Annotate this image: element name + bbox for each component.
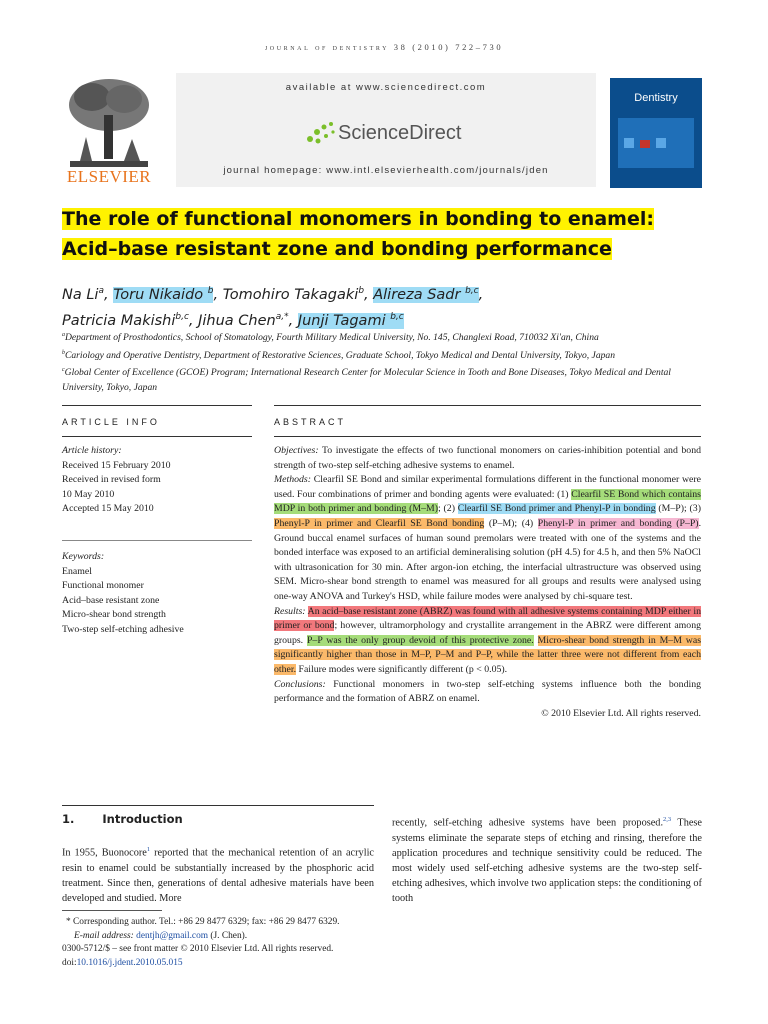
results-text: Failure modes were significantly different (p < 0.05). [298,663,508,675]
methods-text: (P–M); (4) [488,517,534,529]
abstract-methods [274,473,701,604]
author-separator: , [103,286,114,303]
affil-text: Cariology and Operative Dentistry, Department of Restorative Sciences, Graduate School, Tokyo Medical and Dental University, Tokyo, Japan [64,349,616,361]
affil-sup: c [62,367,65,374]
intro-paragraph-2 [392,812,702,907]
keywords-label: Keywords: [62,551,105,562]
citation-ref[interactable]: 1 [146,846,151,853]
cover-title: Dentistry [634,92,678,104]
results-label: Results: [274,605,306,617]
author-name: Jihua Chen [198,312,276,329]
sciencedirect-wordmark: ScienceDirect [338,122,462,144]
keyword-item: Micro-shear bond strength [62,609,166,621]
author-separator: , [478,286,484,303]
abstract-rule [274,436,701,437]
doi-label: doi: [62,957,77,968]
corresponding-author: * Corresponding author. Tel.: +86 29 8477 6329; fax: +86 29 8477 6329. [66,917,340,927]
sciencedirect-dots-icon [304,119,338,147]
author-affil-sup: b [358,286,365,296]
objectives-label: Objectives: [274,445,319,456]
journal-citation: journal of dentistry 38 (2010) 722–730 [264,42,504,52]
available-at-text: available at www.sciencedirect.com [285,82,487,93]
author-name: Patricia Makishi [62,312,176,329]
affiliations [62,328,712,396]
cover-art-icon [610,78,702,188]
sciencedirect-logo [304,119,474,149]
author-name: Tomohiro Takagaki [222,286,359,303]
abstract-copyright: © 2010 Elsevier Ltd. All rights reserved. [541,707,701,719]
affiliation-c [62,363,712,395]
author-name-text: Toru Nikaido [113,286,204,303]
intro-paragraph-1 [62,842,374,906]
author-separator: , [288,312,298,329]
history-item: Accepted 15 May 2010 [62,503,154,515]
keyword-item: Enamel [62,565,92,577]
intro-heading [62,812,374,826]
highlight-orange: Phenyl-P in primer and Clearfil SE Bond bonding [274,517,485,529]
highlight-red: An acid–base resistant zone (ABRZ) was found with all adhesive systems containing MDP either in primer or bond [274,605,701,632]
footnote [62,916,462,970]
journal-header-box [176,73,596,187]
history-item: 10 May 2010 [62,488,115,500]
intro-text: recently, self-etching adhesive systems have been proposed. [392,817,664,829]
title-line-1: The role of functional monomers in bonding to enamel: [62,208,654,230]
abstract-conclusions [274,678,701,707]
author-name [373,287,478,303]
email-link[interactable]: dentjh@gmail.com [136,930,209,941]
objectives-text: To investigate the effects of two functional monomers on caries-inhibition potential and bond strength of two-step self-etching adhesive systems to enamel. [274,445,701,471]
keyword-item: Functional monomer [62,580,144,592]
history-label: Article history: [62,445,122,456]
author-name [113,287,213,303]
affil-sup: b [62,349,65,356]
section-number: 1. [62,812,75,826]
affil-text: Department of Prosthodontics, School of Stomatology, Fourth Military Medical University, No. 145, Changlexi Road, 710032 Xi'an, China [64,332,599,344]
email-label: E-mail address: [74,930,134,941]
methods-text: (M–P); (3) [658,503,701,515]
highlight-pink: Phenyl-P in primer and bonding (P–P) [537,517,699,529]
affil-sup: a [62,332,65,338]
highlight-green: P–P was the only group devoid of this protective zone. [306,634,534,646]
affiliation-a [62,328,712,346]
intro-text: In 1955, Buonocore [62,847,147,859]
author-list [62,280,712,332]
article-title [62,204,712,264]
journal-cover [610,78,702,188]
highlight-blue: Clearfil SE Bond primer and Phenyl-P in bonding [457,503,656,515]
conclusions-label: Conclusions: [274,678,326,690]
keyword-item: Acid–base resistant zone [62,594,160,606]
abstract-objectives [274,444,701,473]
doi-line [62,957,462,971]
issn-line: 0300-5712/$ – see front matter © 2010 Elsevier Ltd. All rights reserved. [62,944,334,954]
abstract-heading: ABSTRACT [274,417,347,427]
abstract-rule-top [274,405,701,406]
article-info-rule [62,436,252,437]
author-affil-sup: b [207,286,214,296]
keywords-rule [62,540,252,541]
journal-homepage: journal homepage: www.intl.elsevierhealth.com/journals/jden [223,165,549,176]
author-name: Na Li [62,286,99,303]
section-title: Introduction [102,812,183,826]
affil-text: Global Center of Excellence (GCOE) Program; International Research Center for Molecular Science in Tooth and Bone Diseases, Tokyo Medical and Dental University, Tokyo, Japan [62,367,671,394]
doi-link[interactable]: 10.1016/j.jdent.2010.05.015 [76,957,183,968]
keywords [62,550,252,638]
author-separator: , [213,286,223,303]
methods-label: Methods: [274,474,312,486]
methods-text: ; (2) [438,503,455,515]
results-text: ; however, ultramorphology and crystallite arrangement in the ABRZ were different among groups. [274,620,701,646]
intro-text: reported that the mechanical retention of an acrylic resin to enamel could be substantially increased by the phosphoric acid treatment. Since then, generations of dental adhesive materials have been developed and studied. More [62,847,374,905]
elsevier-logo [60,75,158,187]
history-item: Received in revised form [62,474,161,486]
highlight-green: Clearfil SE Bond which contains MDP in both primer and bonding (M–M) [274,488,701,515]
history-item: Received 15 February 2010 [62,459,171,471]
footnote-rule [62,910,162,911]
article-history [62,444,252,517]
author-name-text: Junji Tagami [297,312,386,329]
affiliation-b [62,346,712,364]
intro-rule [62,805,374,806]
article-info-heading: ARTICLE INFO [62,417,160,427]
intro-text: These systems eliminate the separate steps of etching and rinsing, therefore the application procedures and technique sensitivity could be reduced. The most widely used self-etching adhesive systems are the two-step self-etching adhesives, which involve two application steps: the conditioning of tooth [392,817,702,905]
author-separator: , [364,286,374,303]
methods-text: Clearfil SE Bond and similar experimental formulations different in the functional monomer were used. Four combinations of primer and bonding agents were evaluated: (1) [274,474,702,500]
elsevier-wordmark: ELSEVIER [66,167,152,186]
abstract-results [274,605,701,678]
author-name [298,313,404,329]
email-line [62,930,462,944]
author-affil-sup: b,c [465,286,479,296]
highlight-orange: Micro-shear bond strength in M–M was significantly higher than those in M–P, P–M and P–P, while the latter three were not different from each other. [274,634,702,675]
author-name-text: Alireza Sadr [373,286,461,303]
title-line-2: Acid–base resistant zone and bonding performance [62,238,612,260]
author-affil-sup: b,c [390,311,404,322]
author-affil-sup: a,* [275,311,289,322]
author-affil-sup: b,c [175,311,189,322]
conclusions-text: Functional monomers in two-step self-etching systems influence both the bonding performance and the formation of ABRZ on enamel. [274,678,701,705]
article-info-rule-top [62,405,252,406]
email-owner: (J. Chen). [210,930,248,941]
citation-ref[interactable]: 2,3 [663,816,671,823]
author-affil-sup: a [98,286,104,296]
methods-text: . Ground buccal enamel surfaces of human sound premolars were treated with one of the systems and the bonded interface was exposed to an artificial demineralising solution (pH 4.5) for 4.5 h, and then 5% NaOCl with ultrasonication for 30 min. After argon-ion etching, the interfacial ultrastructure was observed using SEM. Micro-shear bond strength to enamel was measured for all groups and results were analysed using one-way ANOVA and Turkey's HSD, while failure modes were analysed by chi-square test. [274,517,702,602]
author-separator: , [188,312,199,329]
abstract-body [274,444,701,721]
elsevier-tree-icon [60,75,158,167]
keyword-item: Two-step self-etching adhesive [62,623,184,635]
